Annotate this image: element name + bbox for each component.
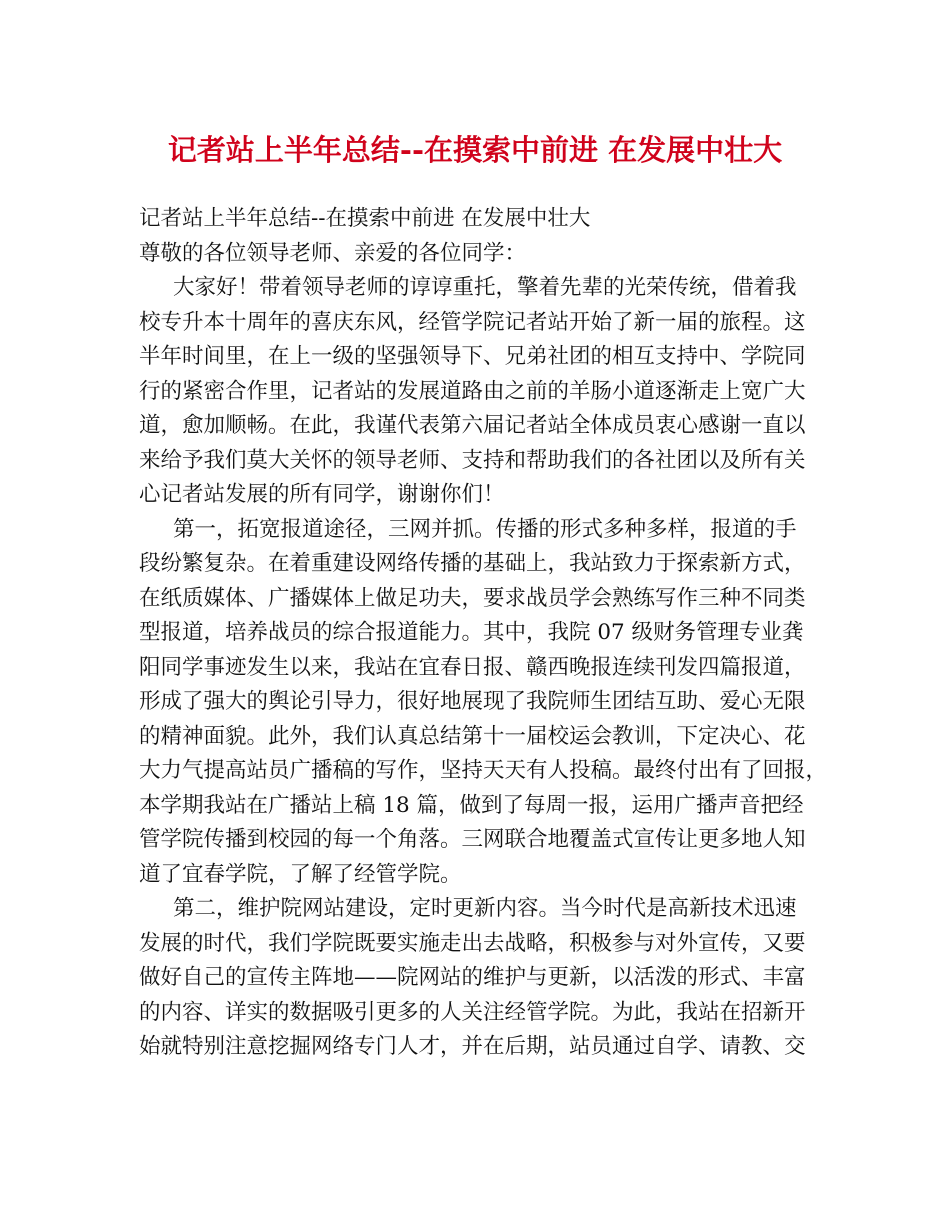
paragraph-3-line-1: 第二，维护院网站建设，定时更新内容。当今时代是高新技术迅速 <box>173 896 797 921</box>
subtitle-line: 记者站上半年总结--在摸索中前进 在发展中壮大 <box>139 206 591 231</box>
paragraph-2-line-9: 本学期我站在广播站上稿 18 篇，做到了每周一报，运用广播声音把经 <box>139 792 804 818</box>
paragraph-2-line-1: 第一，拓宽报道途径，三网并抓。传播的形式多种多样，报道的手 <box>173 516 797 542</box>
paragraph-1-line-1: 大家好！带着领导老师的谆谆重托，擎着先辈的光荣传统，借着我 <box>173 275 797 300</box>
paragraph-2-line-5: 阳同学事迹发生以来，我站在宜春日报、赣西晚报连续刊发四篇报道， <box>139 654 806 680</box>
paragraph-2-line-4: 型报道，培养战员的综合报道能力。其中，我院 07 级财务管理专业龚 <box>139 620 804 645</box>
document-body <box>139 202 829 1065</box>
paragraph-2-line-10: 管学院传播到校园的每一个角落。三网联合地覆盖式宣传让更多地人知 <box>139 827 806 852</box>
paragraph-2-line-3: 在纸质媒体、广播媒体上做足功夫，要求战员学会熟练写作三种不同类 <box>139 585 806 611</box>
paragraph-3-line-3: 做好自己的宣传主阵地——院网站的维护与更新，以活泼的形式、丰富 <box>139 965 806 990</box>
paragraph-3-line-4: 的内容、详实的数据吸引更多的人关注经管学院。为此，我站在招新开 <box>139 999 806 1025</box>
paragraph-1-line-4: 行的紧密合作里，记者站的发展道路由之前的羊肠小道逐渐走上宽广大 <box>139 378 806 404</box>
paragraph-2-line-8: 大力气提高站员广播稿的写作，坚持天天有人投稿。最终付出有了回报， <box>139 758 828 783</box>
paragraph-1-line-5: 道，愈加顺畅。在此，我谨代表第六届记者站全体成员衷心感谢一直以 <box>139 413 806 438</box>
paragraph-2-line-6: 形成了强大的舆论引导力，很好地展现了我院师生团结互助、爱心无限 <box>139 689 806 714</box>
salutation-line: 尊敬的各位领导老师、亲爱的各位同学： <box>139 240 527 266</box>
paragraph-2-line-2: 段纷繁复杂。在着重建设网络传播的基础上，我站致力于探索新方式， <box>139 551 806 576</box>
document-title: 记者站上半年总结--在摸索中前进 在发展中壮大 <box>167 133 783 167</box>
paragraph-1-line-7: 心记者站发展的所有同学，谢谢你们！ <box>139 482 505 507</box>
paragraph-2-line-11: 道了宜春学院，了解了经管学院。 <box>139 861 462 887</box>
paragraph-1-line-6: 来给予我们莫大关怀的领导老师、支持和帮助我们的各社团以及所有关 <box>139 447 806 473</box>
paragraph-1-line-3: 半年时间里，在上一级的坚强领导下、兄弟社团的相互支持中、学院同 <box>139 344 806 369</box>
paragraph-3-line-5: 始就特别注意挖掘网络专门人才，并在后期，站员通过自学、请教、交 <box>139 1034 806 1059</box>
paragraph-3-line-2: 发展的时代，我们学院既要实施走出去战略，积极参与对外宣传，又要 <box>139 930 806 956</box>
paragraph-1-line-2: 校专升本十周年的喜庆东风，经管学院记者站开始了新一届的旅程。这 <box>139 309 806 335</box>
paragraph-2-line-7: 的精神面貌。此外，我们认真总结第十一届校运会教训，下定决心、花 <box>139 723 806 749</box>
